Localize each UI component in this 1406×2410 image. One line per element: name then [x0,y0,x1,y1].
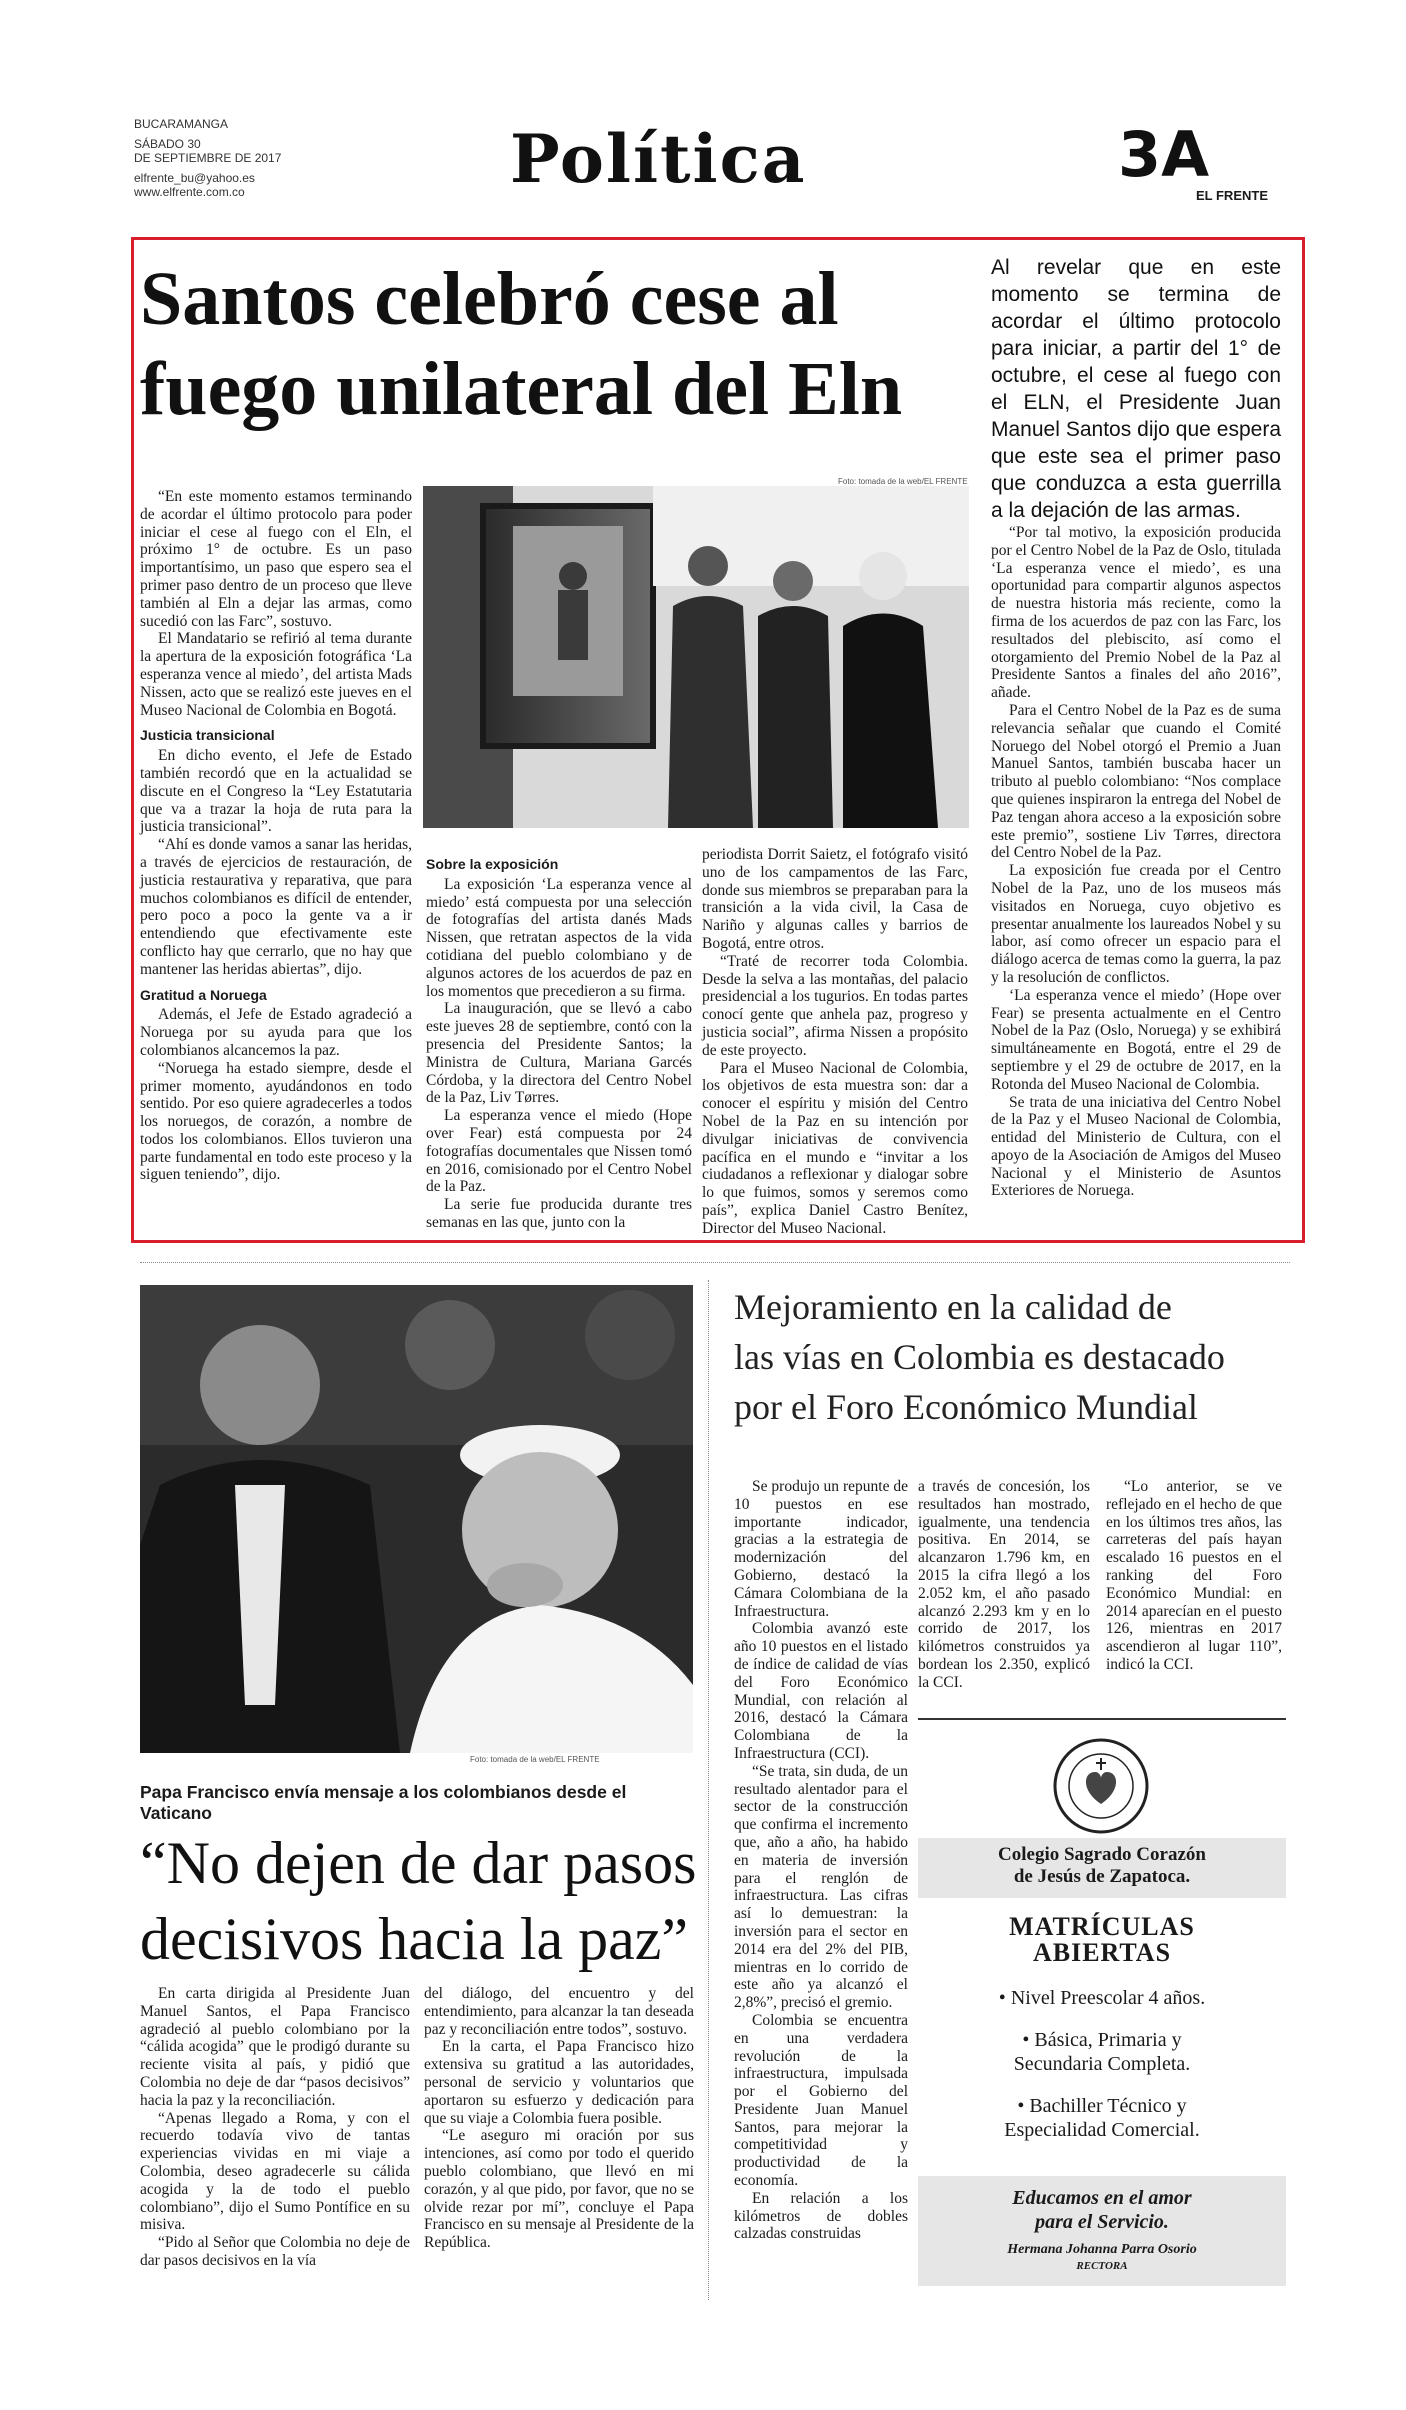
roads-story-column-1 [734,1478,908,2243]
paragraph: La exposición fue creada por el Centro Nobel de la Paz, uno de los museos más visitados en Noruega, cuyo objetivo es presentar anualmente los laureados Nobel y su labor, así como ofrecer un espacio para el diálogo acerca de temas como la guerra, la paz y la resolución de conflictos. [991,862,1281,986]
school-slogan [918,2186,1286,2234]
pope-story-column-1 [140,1985,410,2270]
offer-item-label: Especialidad Comercial. [1004,2119,1200,2141]
headline-line: Mejoramiento en la calidad de [734,1287,1172,1327]
paragraph: “Noruega ha estado siempre, desde el primer momento, ayudándonos en todo sentido. Por eso quiere agradecerles a todos los noruegos, de corazón, a nombre de todos los colombianos. Ellos tuvieron una parte fundamental en todo este proceso y la siguen teniendo”, dijo. [140,1059,412,1184]
pope-story-column-2 [424,1985,694,2252]
paragraph: La inauguración, que se llevó a cabo este jueves 28 de septiembre, contó con la presencia del Presidente Santos; la Ministra de Cultura, Mariana Garcés Córdoba, y la directora del Centro Nobel de la Paz, Liv Tørres. [426,1000,692,1107]
heading-line: MATRÍCULAS [1009,1912,1195,1941]
headline-line: las vías en Colombia es destacado [734,1337,1225,1377]
slogan-line: Educamos en el amor [1012,2187,1192,2209]
paragraph: En relación a los kilómetros de dobles calzadas construidas [734,2189,908,2243]
offer-list [918,1986,1286,2142]
masthead-info [134,117,281,199]
paragraph: Se produjo un repunte de 10 puestos en ese importante indicador, gracias a la estrategia de modernización del Gobierno, destacó la Cámara Colombiana de la Infraestructura. [734,1478,908,1620]
paragraph: Colombia avanzó este año 10 puestos en el listado de índice de calidad de vías del Foro Económico Mundial, con relación al 2016, destacó la Cámara Colombiana de la Infraestructura (CCI). [734,1620,908,1762]
website-link[interactable]: www.elfrente.com.co [134,185,245,199]
paragraph: periodista Dorrit Saietz, el fotógrafo visitó uno de los campamentos de las Farc, donde sus miembros se preparaban para la transición a la vida civil, la Casa de Nariño y algunas calles y barrios de Bogotá, entre otros. [702,846,968,952]
column-divider [708,1280,709,2300]
paragraph: del diálogo, del encuentro y del entendimiento, para alcanzar la tan deseada paz y reconciliación entre todos”, sostuvo. [424,1985,694,2038]
paragraph: a través de concesión, los resultados han mostrado, igualmente, una tendencia positiva. En 2014, se alcanzaron 1.796 km, en 2015 la cifra llegó a los 2.052 km, el año pasado alcanzó 2.293 km y en lo corrido de 2017, los kilómetros construidos ya bordean los 2.350, explicó la CCI. [918,1478,1090,1691]
headline-line: decisivos hacia la paz” [140,1906,689,1972]
paragraph: ‘La esperanza vence el miedo’ (Hope over Fear) se presenta actualmente en el Centro Nobel de la Paz (Oslo, Noruega) y se exhibirá simultáneamente en Bogotá, entre el 29 de septiembre y el 29 de octubre de 2017, en la Rotonda del Museo Nacional de Colombia. [991,986,1281,1093]
paragraph: “Traté de recorrer toda Colombia. Desde la selva a las montañas, del palacio presidencial a los tugurios. En todas partes conocí gente que anhela paz, progreso y justicia social”, afirma Nissen a propósito de este proyecto. [702,952,968,1059]
roads-headline [734,1282,1294,1432]
paragraph: “Ahí es donde vamos a sanar las heridas, a través de ejercicios de restauración, de justicia restaurativa y reparativa, que para muchos colombianos es difícil de entender, pero poco a poco la gente va a ir entendiendo que efectivamente este conflicto hay que cerrarlo, que no hay que mantener las heridas abiertas”, dijo. [140,836,412,978]
page-number: 3A [1118,118,1210,191]
paragraph: “Pido al Señor que Colombia no deje de dar pasos decisivos en la vía [140,2234,410,2269]
slogan-line: para el Servicio. [1035,2211,1169,2233]
ad-signature [918,2242,1286,2274]
school-ad [918,1736,1286,2286]
subheading: Justicia transicional [140,727,275,744]
roads-story-column-2 [918,1478,1090,1692]
subheading: Sobre la exposición [426,856,559,872]
photo-credit: Foto: tomada de la web/EL FRENTE [838,477,968,486]
subheading: Gratitud a Noruega [140,986,267,1003]
date-line: DE SEPTIEMBRE DE 2017 [134,151,282,165]
offer-item-label: Nivel Preescolar 4 años. [1010,1987,1206,2009]
school-name-line: de Jesús de Zapatoca. [1013,1866,1191,1887]
paragraph: Se trata de una iniciativa del Centro Nobel de la Paz y el Museo Nacional de Colombia, entidad del Ministerio de Cultura, con el apoyo de la Asociación de Amigos del Museo Nacional y el Ministerio de Asuntos Exteriores de Noruega. [991,1093,1281,1200]
lead-paragraph: Al revelar que en este momento se termina de acordar el último protocolo para iniciar, a partir del 1° de octubre, el cese al fuego con el ELN, el Presidente Juan Manuel Santos dijo que espera que este sea el primer paso que conduzca a esta guerrilla a la dejación de las armas. [991,256,1281,522]
paragraph: Para el Centro Nobel de la Paz es de suma relevancia señalar que cuando el Comité Noruego del Nobel otorgó el Premio a Juan Manuel Santos, también buscaba hacer un tributo al pueblo colombiano: “Nos complace que quienes inspiraron la entrega del Nobel de Paz tengan ahora acceso a la exposición sobre este premio”, sostiene Liv Tørres, directora del Centro Nobel de la Paz. [991,701,1281,862]
main-story-column-4 [991,524,1281,1200]
main-story-column-3 [702,846,968,1238]
photo-credit: Foto: tomada de la web/EL FRENTE [470,1755,600,1764]
headline-line: “No dejen de dar pasos [140,1830,697,1896]
paragraph: En carta dirigida al Presidente Juan Manuel Santos, el Papa Francisco agradeció al pueblo colombiano por la “cálida acogida” que le prodigó durante su reciente visita al país, y pidió que Colombia no deje de dar “pasos decisivos” hacia la paz y la reconciliación. [140,1985,410,2109]
signer-name: Hermana Johanna Parra Osorio [1007,2242,1197,2257]
paragraph: En la carta, el Papa Francisco hizo extensiva su gratitud a las autoridades, personal de servicio y voluntarios que aportaron su esfuerzo y dedicación para que su viaje a Colombia fuera posible. [424,2038,694,2127]
paragraph: El Mandatario se refirió al tema durante la apertura de la exposición fotográfica ‘La esperanza vence al miedo’, del artista Mads Nissen, acto que se realizó este jueves en el Museo Nacional de Colombia en Bogotá. [140,630,412,719]
offer-item-label: Básica, Primaria y [1034,2029,1182,2051]
main-story-column-1 [140,488,412,1184]
paragraph: Para el Museo Nacional de Colombia, los objetivos de esta muestra son: dar a conocer el espíritu y misión del Centro Nobel de la Paz en su intención por divulgar iniciativas de convivencia pacífica en el mundo e “invitar a los ciudadanos a reflexionar y dialogar sobre lo que fuimos, somos y seremos como país”, explica Daniel Castro Benítez, Director del Museo Nacional. [702,1059,968,1237]
santos-exhibition-photo [423,486,969,828]
section-title: Política [510,120,807,198]
offer-item-label: Bachiller Técnico y [1029,2095,1187,2117]
email-link[interactable]: elfrente_bu@yahoo.es [134,171,255,185]
pope-photo [140,1285,693,1753]
main-headline [140,254,970,434]
headline-line: Santos celebró cese al [140,257,839,341]
paragraph: “Lo anterior, se ve reflejado en el hecho de que en los últimos tres años, las carreteras del país hayan escalado 16 puestos en el ranking del Foro Económico Mundial: en 2014 aparecían en el puesto 126, mientras en 2017 ascendieron al lugar 110”, indicó la CCI. [1106,1478,1282,1673]
offer-item: • Bachiller Técnico y Especialidad Comercial. [1004,2095,1200,2141]
paragraph: “En este momento estamos terminando de acordar el último protocolo para poder iniciar el cese al fuego con el Eln, el próximo 1° de octubre. Es un paso importantísimo, un paso que espero sea el primer paso dentro de un proceso que lleve también al Eln a dejar las armas, como sucedió con las Farc”, sostuvo. [140,488,412,630]
headline-line: por el Foro Económico Mundial [734,1387,1198,1427]
brand-label: EL FRENTE [1196,188,1268,203]
paragraph: Además, el Jefe de Estado agradeció a Noruega por su ayuda para que los colombianos alcancemos la paz. [140,1006,412,1059]
paragraph: Colombia se encuentra en una verdadera revolución de la infraestructura, impulsada por el Gobierno del Presidente Juan Manuel Santos, para mejorar la competitividad y productividad de la economía. [734,2011,908,2190]
signer-role: RECTORA [1076,2260,1128,2272]
paragraph: La serie fue producida durante tres semanas en las que, junto con la [426,1196,692,1231]
paragraph: “Por tal motivo, la exposición producida por el Centro Nobel de la Paz de Oslo, titulada ‘La esperanza vence el miedo’, es una oportunidad para compartir algunos aspectos de nuestra historia más reciente, como la firma de los acuerdos de paz con las Farc, los resultados del plebiscito, así como el otorgamiento del Premio Nobel de la Paz al Presidente Santos a finales del año 2016”, añade. [991,524,1281,702]
date-line: SÁBADO 30 [134,137,201,151]
offer-item-label: Secundaria Completa. [1013,2053,1191,2075]
paragraph: “Le aseguro mi oración por sus intenciones, así como por todo el querido pueblo colombiano, que llevó en mi corazón, y al que pido, por favor, que no se olvide rezar por mí”, concluye el Papa Francisco en su mensaje al Presidente de la República. [424,2127,694,2252]
school-name-line: Colegio Sagrado Corazón [998,1844,1206,1865]
school-name [918,1844,1286,1888]
ad-top-rule [918,1718,1286,1720]
enrollment-heading [918,1914,1286,1966]
school-seal [1051,1736,1151,1836]
paragraph: En dicho evento, el Jefe de Estado también recordó que en la actualidad se discute en el Congreso la “Ley Estatutaria que va a trazar la hoja de ruta para la justicia transicional”. [140,747,412,836]
photo-caption: Papa Francisco envía mensaje a los colombianos desde el Vaticano [140,1782,627,1823]
offer-item: • Básica, Primaria y Secundaria Completa. [1013,2029,1191,2075]
heading-line: ABIERTAS [1032,1938,1172,1967]
paragraph: “Se trata, sin duda, de un resultado alentador para el sector de la construcción que confirma el incremento que, año a año, ha habido en materia de inversión para el renglón de infraestructura. Las cifras así lo demuestran: la inversión para el sector en 2014 era del 2% del PIB, mientras en lo corrido de este año ya alcanzó el 2,8%”, precisó el gremio. [734,1762,908,2012]
roads-story-column-3 [1106,1478,1282,1674]
headline-line: fuego unilateral del Eln [140,347,903,431]
paragraph: La esperanza vence el miedo (Hope over Fear) está compuesta por 24 fotografías documentales que Nissen tomó en 2016, comisionado por el Centro Nobel de la Paz. [426,1107,692,1196]
pope-headline [140,1825,700,1977]
paragraph: La exposición ‘La esperanza vence al miedo’ está compuesta por una selección de fotografías del artista danés Mads Nissen, que retratan aspectos de la vida cotidiana del pueblo colombiano y de algunos actores de los acuerdos de paz en los momentos que precedieron a su firma. [426,875,692,1000]
section-divider [140,1262,1290,1263]
main-story-column-2 [426,856,692,1232]
city-label: BUCARAMANGA [134,117,229,131]
paragraph: “Apenas llegado a Roma, y con el recuerdo todavía vivo de tantas experiencias vividas en mi viaje a Colombia, deseo agradecerle su cálida acogida y la de todo el pueblo colombiano”, dijo el Sumo Pontífice en su misiva. [140,2109,410,2234]
offer-item: • Nivel Preescolar 4 años. [998,1987,1206,2009]
